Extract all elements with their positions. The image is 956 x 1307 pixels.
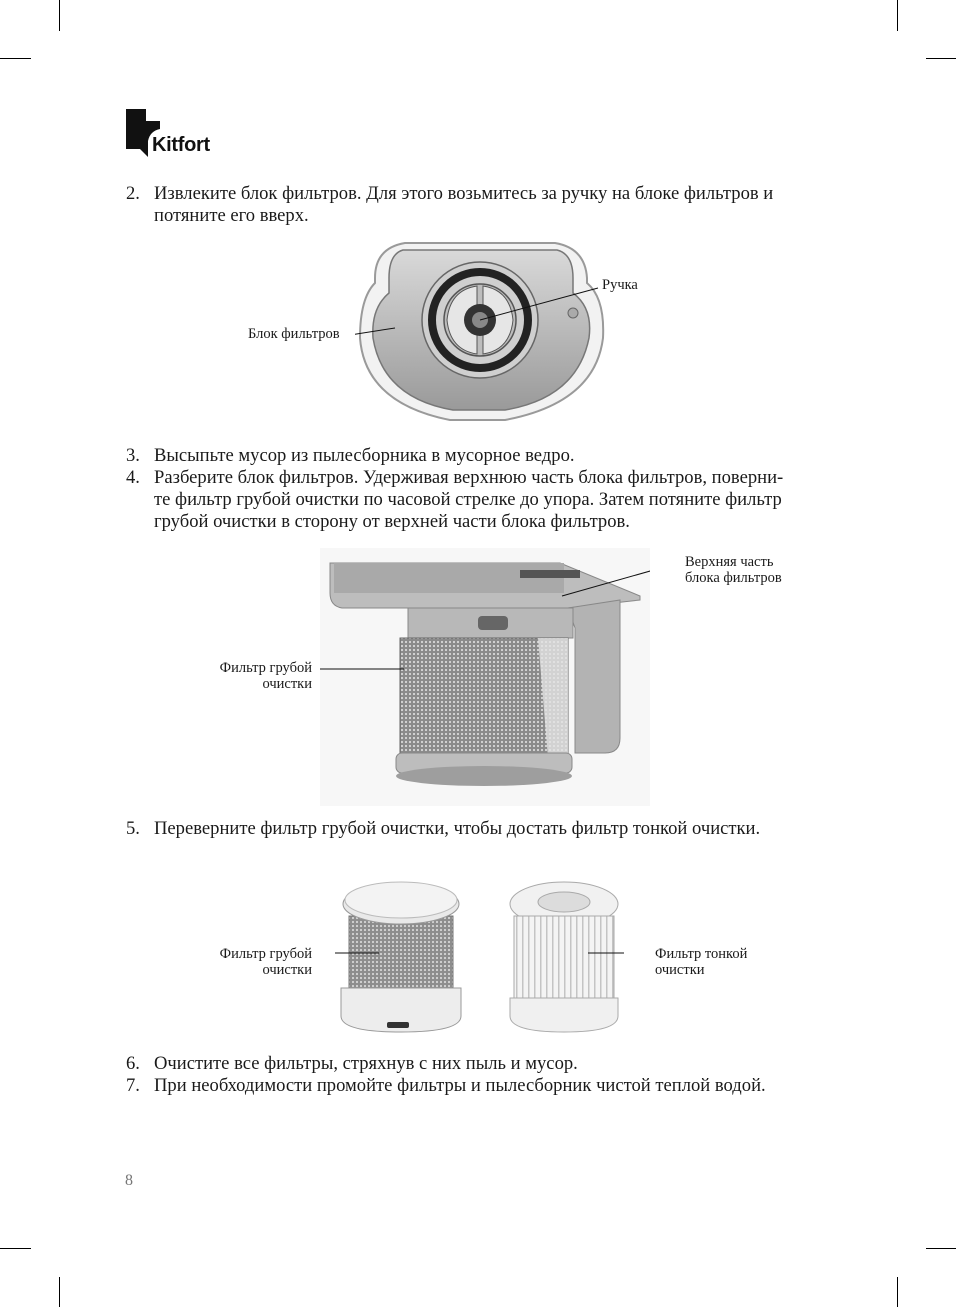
crop-mark [59, 0, 60, 31]
step-line: Очистите все фильтры, стряхнув с них пыль и мусор. [154, 1053, 578, 1074]
filter-assembly-photo [320, 548, 650, 806]
step-line: Разберите блок фильтров. Удерживая верхнюю часть блока фильтров, поверни- [154, 467, 784, 488]
label-line: блока фильтров [685, 570, 782, 586]
step-line: При необходимости промойте фильтры и пылесборник чистой теплой водой. [154, 1075, 766, 1096]
page-number: 8 [125, 1172, 133, 1189]
step-line: Переверните фильтр грубой очистки, чтобы достать фильтр тонкой очистки. [154, 818, 761, 839]
coarse-filter-label-2 [200, 946, 312, 978]
fine-filter-photo [504, 878, 624, 1036]
coarse-filter-photo [335, 876, 467, 1036]
label-line: очистки [655, 962, 705, 978]
label-line: Фильтр тонкой [655, 946, 748, 962]
filter-block-label: Блок фильтров [248, 326, 340, 342]
step-number: 2. [126, 183, 140, 204]
step-line: Извлеките блок фильтров. Для этого возьмитесь за ручку на блоке фильтров и [154, 183, 774, 204]
step-line: потяните его вверх. [154, 205, 309, 226]
label-line: Верхняя часть [685, 554, 774, 570]
fine-filter-label [655, 946, 747, 978]
step-number: 4. [126, 467, 140, 488]
step-number: 5. [126, 818, 140, 839]
step-number: 7. [126, 1075, 140, 1096]
handle-label: Ручка [602, 277, 638, 293]
label-line: очистки [262, 962, 312, 978]
step-number: 6. [126, 1053, 140, 1074]
step-number: 3. [126, 445, 140, 466]
crop-mark [926, 1248, 956, 1249]
brand-name: Kitfort [152, 134, 210, 156]
crop-mark [59, 1277, 60, 1307]
label-line: Фильтр грубой [219, 660, 312, 676]
crop-mark [926, 58, 956, 59]
step-line: те фильтр грубой очистки по часовой стрелке до упора. Затем потяните фильтр [154, 489, 782, 510]
filter-block-photo [355, 238, 605, 423]
step-line: грубой очистки в сторону от верхней части блока фильтров. [154, 511, 630, 532]
label-line: Фильтр грубой [219, 946, 312, 962]
crop-mark [897, 0, 898, 31]
upper-part-label [685, 554, 782, 586]
label-line: очистки [262, 676, 312, 692]
crop-mark [0, 1248, 31, 1249]
crop-mark [897, 1277, 898, 1307]
coarse-filter-label [200, 660, 312, 692]
crop-mark [0, 58, 31, 59]
step-line: Высыпьте мусор из пылесборника в мусорное ведро. [154, 445, 575, 466]
